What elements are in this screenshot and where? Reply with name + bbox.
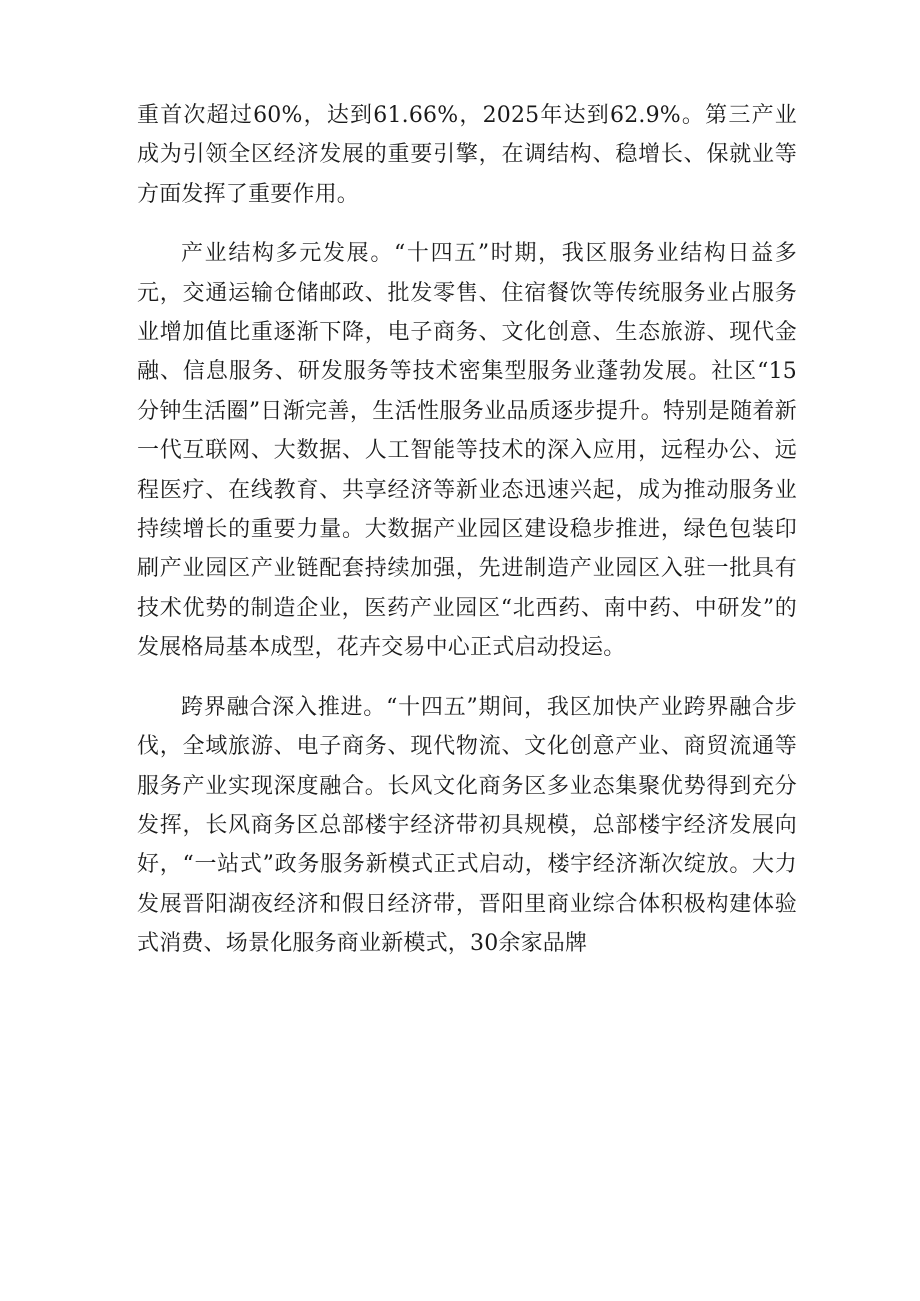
paragraph-cross-sector-integration: 跨界融合深入推进。“十四五”期间，我区加快产业跨界融合步伐，全域旅游、电子商务、现代物流、文化创意产业、商贸流通等服务产业实现深度融合。长风文化商务区多业态集聚优势得到充分发挥，长风商务区总部楼宇经济带初具规模，总部楼宇经济发展向好，“一站式”政务服务新模式正式启动，楼宇经济渐次绽放。大力发展晋阳湖夜经济和假日经济带，晋阳里商业综合体积极构建体验式消费、场景化服务商业新模式，30余家品牌 — [137, 694, 797, 957]
document-body — [137, 96, 797, 984]
paragraph-continued: 重首次超过60%，达到61.66%，2025年达到62.9%。第三产业成为引领全区经济发展的重要引擎，在调结构、稳增长、保就业等方面发挥了重要作用。 — [137, 103, 797, 207]
paragraph-industrial-structure: 产业结构多元发展。“十四五”时期，我区服务业结构日益多元，交通运输仓储邮政、批发零售、住宿餐饮等传统服务业占服务业增加值比重逐渐下降，电子商务、文化创意、生态旅游、现代金融、信息服务、研发服务等技术密集型服务业蓬勃发展。社区“15分钟生活圈”日渐完善，生活性服务业品质逐步提升。特别是随着新一代互联网、大数据、人工智能等技术的深入应用，远程办公、远程医疗、在线教育、共享经济等新业态迅速兴起，成为推动服务业持续增长的重要力量。大数据产业园区建设稳步推进，绿色包装印刷产业园区产业链配套持续加强，先进制造产业园区入驻一批具有技术优势的制造企业，医药产业园区“北西药、南中药、中研发”的发展格局基本成型，花卉交易中心正式启动投运。 — [137, 241, 797, 661]
